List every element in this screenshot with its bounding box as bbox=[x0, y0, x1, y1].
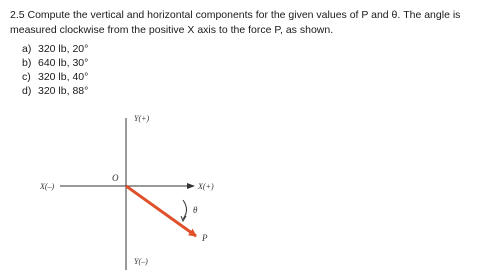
y-positive-label: Y(+) bbox=[134, 114, 150, 123]
option-value: 320 lb, 40° bbox=[38, 71, 89, 83]
x-axis-arrow bbox=[187, 183, 195, 189]
option-letter: c) bbox=[22, 71, 31, 83]
option-letter: a) bbox=[22, 43, 32, 55]
option-value: 320 lb, 20° bbox=[38, 43, 89, 55]
x-negative-label: X(–) bbox=[40, 182, 55, 191]
option-letter: b) bbox=[22, 57, 32, 69]
force-vector bbox=[126, 186, 196, 236]
problem-text: 2.5 Compute the vertical and horizontal components for the given values of P and θ. The angle is measured clockwise from the positive X axis to the force P, as shown. bbox=[10, 9, 461, 36]
option-value: 640 lb, 30° bbox=[38, 57, 89, 69]
y-negative-label: Y(–) bbox=[134, 257, 148, 266]
angle-label: θ bbox=[193, 205, 198, 215]
origin-label: O bbox=[112, 173, 119, 183]
option-letter: d) bbox=[22, 85, 32, 97]
option-value: 320 lb, 88° bbox=[38, 85, 89, 97]
force-label: P bbox=[202, 233, 208, 243]
x-positive-label: X(+) bbox=[198, 182, 214, 191]
